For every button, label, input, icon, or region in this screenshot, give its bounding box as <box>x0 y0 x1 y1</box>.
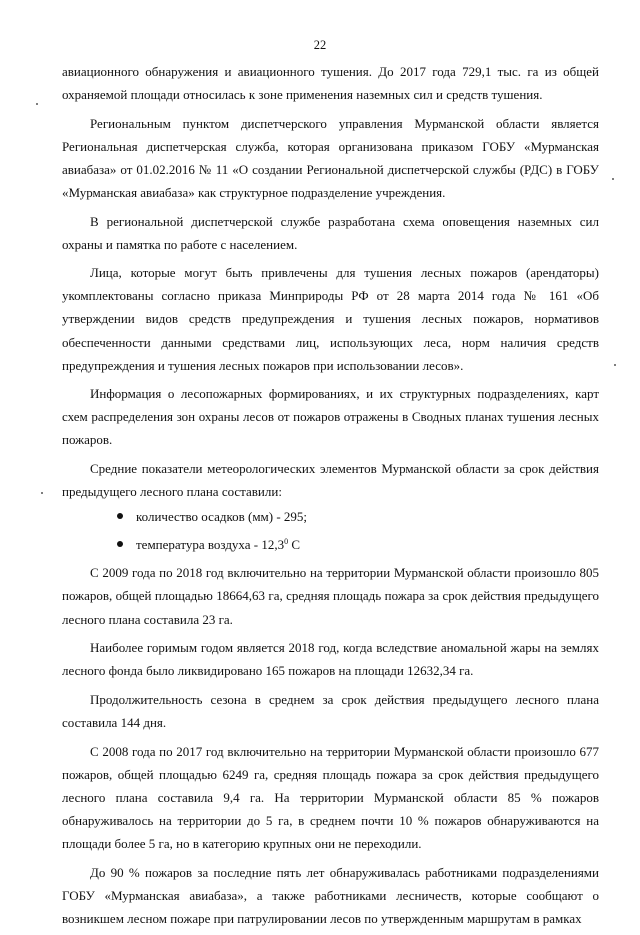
list-item-precipitation <box>117 505 599 528</box>
bullet-icon <box>117 513 123 519</box>
paragraph-weather-intro: Средние показатели метеорологических элементов Мурманской области за срок действия предыдущего лесного плана составили: <box>62 461 599 500</box>
bullet-icon <box>117 541 123 547</box>
page-number: 22 <box>313 38 327 52</box>
scan-speck <box>41 492 43 494</box>
list-item-temperature <box>117 533 599 556</box>
paragraph-season-duration: Продолжительность сезона в среднем за срок действия предыдущего лесного плана составила 144 дня. <box>62 691 599 730</box>
paragraph-fires-2008-2017: С 2008 года по 2017 год включительно на территории Мурманской области произошло 677 пожаров, общей площадью 6249 га, средняя площадь пожара за срок действия предыдущего лесного плана составила 9,4 га. На территории Мурманской области 85 % пожаров обнаруживалось на территории до 5 га, в среднем почти 10 % пожаров обнаруживаются на площади более 5 га, но в категорию крупных они не переходили. <box>62 743 599 851</box>
weather-bullet-list <box>62 505 599 556</box>
bullet-text: температура воздуха - 12,3 <box>136 537 285 553</box>
paragraph-fire-detection: До 90 % пожаров за последние пять лет обнаруживалась работниками подразделениями ГОБУ «Мурманская авиабаза», а также работниками лесничеств, которые сообщают о возникшем лесном пожаре при патрулировании лесов по утвержденным маршрутам в рамках <box>62 864 599 926</box>
paragraph-fires-2009-2018: С 2009 года по 2018 год включительно на территории Мурманской области произошло 805 пожаров, общей площадью 18664,63 га, средняя площадь пожара за срок действия предыдущего лесного плана составила 23 га. <box>62 565 599 627</box>
paragraph-notification-scheme: В региональной диспетчерской службе разработана схема оповещения наземных сил охраны и памятка по работе с населением. <box>62 213 599 252</box>
paragraph-regional-dispatch: Региональным пунктом диспетчерского управления Мурманской области является Региональная диспетчерская служба, которая организована приказом ГОБУ «Мурманская авиабаза» от 01.02.2016 № 11 «О создании Региональной диспетчерской службы (РДС) в ГОБУ «Мурманская авиабаза» как структурное подразделение учреждения. <box>62 115 599 200</box>
paragraph-aviation-zone: авиационного обнаружения и авиационного тушения. До 2017 года 729,1 тыс. га из общей охраняемой площади относилась к зоне применения наземных сил и средств тушения. <box>62 64 599 103</box>
paragraph-tenants-equipment: Лица, которые могут быть привлечены для тушения лесных пожаров (арендаторы) укомплектованы согласно приказа Минприроды РФ от 28 марта 2014 года № 161 «Об утверждении видов средств предупреждения и тушения лесных пожаров, нормативов обеспеченности данными средствами лиц, использующих леса, норм наличия средств предупреждения и тушения лесных пожаров при использовании лесов». <box>62 265 599 373</box>
degree-superscript: 0 <box>284 537 289 547</box>
scan-speck <box>614 364 616 366</box>
paragraph-fire-units-info: Информация о лесопожарных формированиях, и их структурных подразделениях, карт схем распределения зон охраны лесов от пожаров отражены в Сводных планах тушения лесных пожаров. <box>62 386 599 448</box>
bullet-text: количество осадков (мм) - 295; <box>136 509 308 525</box>
paragraph-most-fire-year: Наиболее горимым годом является 2018 год, когда вследствие аномальной жары на землях лесного фонда было ликвидировано 165 пожаров на площади 12632,34 га. <box>62 640 599 679</box>
bullet-unit: С <box>288 537 301 553</box>
scan-speck <box>36 103 38 105</box>
scan-speck <box>612 178 614 180</box>
document-body <box>62 60 599 935</box>
